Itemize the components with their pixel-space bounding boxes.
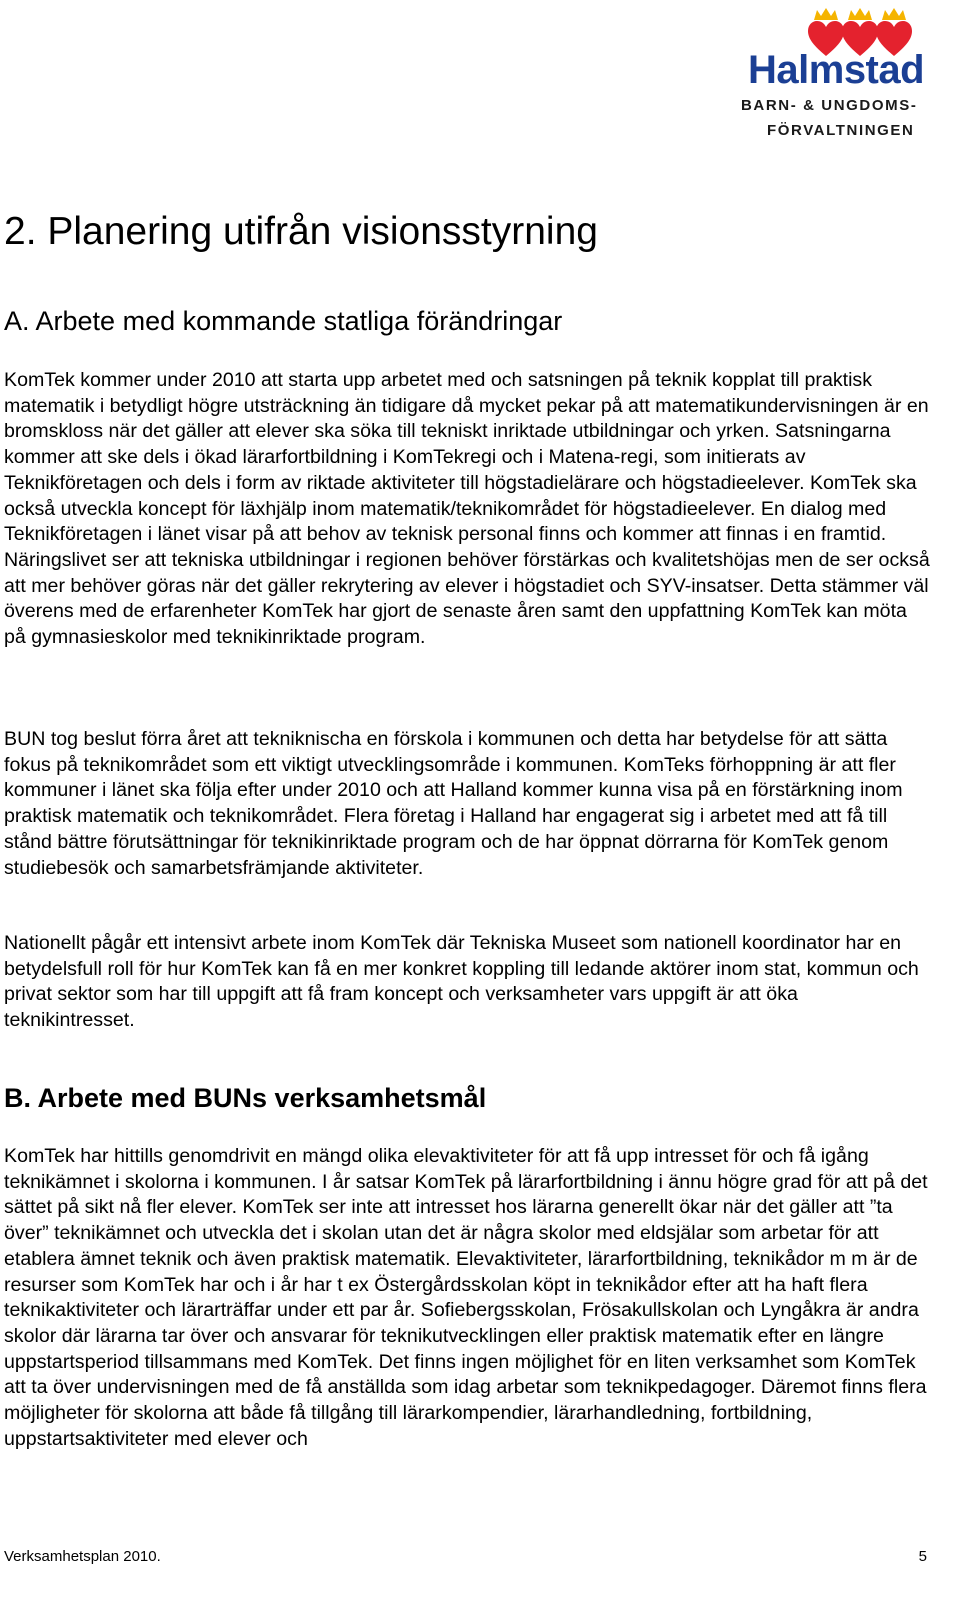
section-b-heading: B. Arbete med BUNs verksamhetsmål [4,1083,487,1113]
section-b-paragraph: KomTek har hittills genomdrivit en mängd olika elevaktiviteter för att få upp intresset för och få igång teknikämnet i skolorna i kommunen. I år satsar KomTek på lärarfortbildning i ännu högre grad för att på det sättet på sikt nå fler elever. KomTek ser inte att intresset hos lärarna generellt ökar när det gäller att ”ta över” teknikämnet och utveckla det i skolan utan det är några skolor med eldsjälar som arbetar för att etablera ämnet teknik och även praktisk matematik. Elevaktiviteter, lärarfortbildning, teknikådor m m är de resurser som KomTek har och i år har t ex Östergårdsskolan köpt in teknikådor efter att ha haft flera teknikaktiviteter och lärarträffar under ett par år. Sofiebergsskolan, Frösakullskolan och Lyngåkra är andra skolor där lärarna tar över och ansvarar för teknikutvecklingen eller praktisk matematik efter en längre uppstartsperiod tillsammans med KomTek. Det finns ingen möjlighet för en liten verksamhet som KomTek att ta över undervisningen med de få anställda som idag arbetar som teknikpedagoger. Däremot finns flera möjligheter för skolorna att både få tillgång till lärarkompendier, lärarhandledning, fortbildning, uppstartsaktiviteter med elever och [4,1145,928,1450]
section-a-paragraph: KomTek kommer under 2010 att starta upp arbetet med och satsningen på teknik kopplat till praktisk matematik i betydligt högre utsträckning än tidigare då mycket pekar på att matematikundervisningen är en bromskloss när det gäller att elever ska söka till tekniskt inriktade utbildningar och yrken. Satsningarna kommer att ske dels i ökad lärarfortbildning i KomTekregi och i Matena-regi, som initierats av Teknikföretagen och dels i form av riktade aktiviteter till högstadielärare och högstadieelever. KomTek ska också utveckla koncept för läxhjälp inom matematik/teknikområdet för högstadieelever. En dialog med Teknikföretagen i länet visar på att behov av teknisk personal finns och kommer att finnas i en framtid. Näringslivet ser att tekniska utbildningar i regionen behöver förstärkas och kvalitetshöjas men de ser också att mer behöver göras när det gäller rekrytering av elever i högstadiet och SYV-insatser. Detta stämmer väl överens med de erfarenheter KomTek har gjort de senaste åren samt den uppfattning KomTek kan möta på gymnasieskolor med teknikinriktade program. [4,369,930,649]
logo-subtitle-line1: BARN- & UNGDOMS- [741,97,918,114]
section-a-paragraph: BUN tog beslut förra året att tekniknischa en förskola i kommunen och detta har betydelse för att sätta fokus på teknikområdet som ett viktigt utvecklingsområde i kommunen. KomTeks förhoppning är att fler kommuner i länet ska följa efter under 2010 och att Halland kommer kunna visa på en förstärkning inom praktisk matematik och teknikområdet. Flera företag i Halland har engagerat sig i arbetet med att få till stånd bättre förutsättningar för teknikinriktade program och de har öppnat dörrarna för KomTek genom studiebesök och samarbetsfrämjande aktiviteter. [4,728,903,879]
halmstad-logo [740,6,954,139]
section-a-paragraph: Nationellt pågår ett intensivt arbete inom KomTek där Tekniska Museet som nationell koordinator har en betydelsfull roll för hur KomTek kan få en mer konkret koppling till ledande aktörer inom stat, kommun och privat sektor som har till uppgift att få fram koncept och verksamheter vars uppgift är att öka teknikintresset. [4,932,919,1032]
logo-subtitle-line2: FÖRVALTNINGEN [767,122,915,139]
page-title: 2. Planering utifrån visionsstyrning [4,210,598,253]
footer-document-title: Verksamhetsplan 2010. [4,1548,161,1565]
section-a-heading: A. Arbete med kommande statliga förändringar [4,306,563,336]
logo-brand-name: Halmstad [748,48,925,92]
footer-page-number: 5 [918,1548,927,1565]
